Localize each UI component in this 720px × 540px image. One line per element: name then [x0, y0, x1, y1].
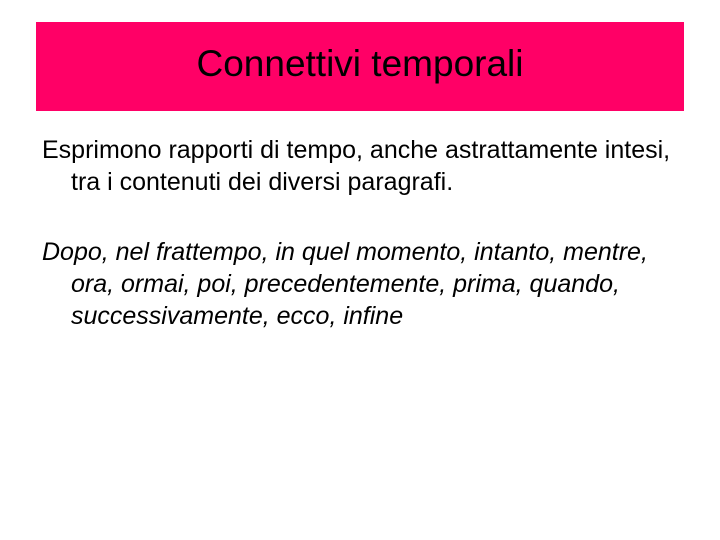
slide-title: Connettivi temporali [196, 43, 524, 84]
title-banner [36, 22, 684, 111]
slide-body [42, 134, 682, 332]
definition-paragraph: Esprimono rapporti di tempo, anche astrattamente intesi, tra i contenuti dei diversi paragrafi. [42, 136, 671, 196]
examples-paragraph: Dopo, nel frattempo, in quel momento, intanto, mentre, ora, ormai, poi, precedentemente, prima, quando, successivamente, ecco, infine [42, 238, 648, 330]
